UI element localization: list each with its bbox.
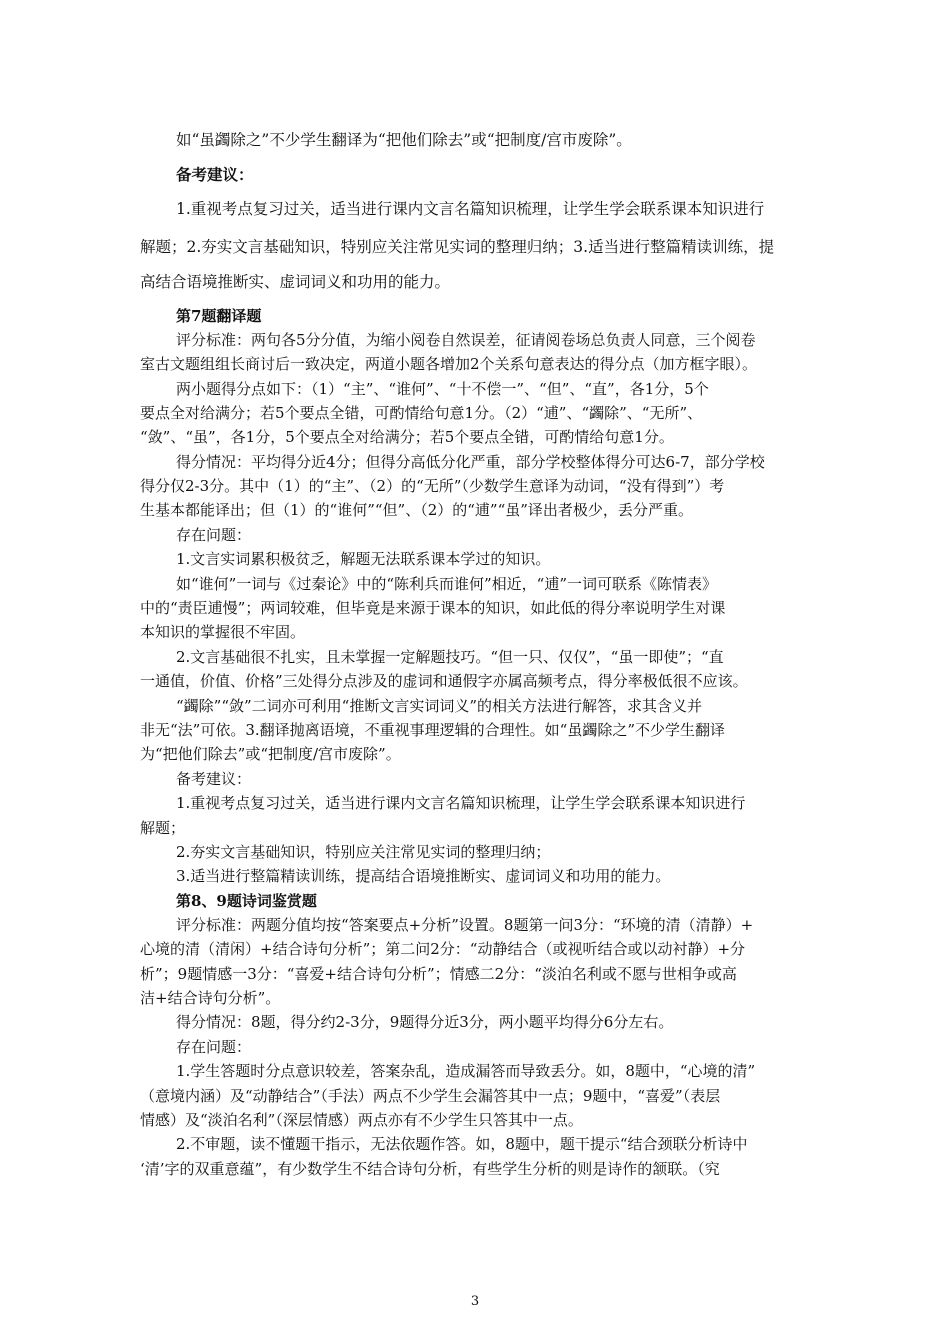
paragraph-line: 要点全对给满分；若5个要点全错，可酌情给句意1分。（2）“逋”、“蠲除”、“无所”、 <box>140 404 703 422</box>
paragraph-line: 评分标准：两题分值均按“答案要点+分析”设置。8题第一问3分：“环境的清（清静）+ <box>176 916 754 934</box>
intro-example: 如“虽蠲除之”不少学生翻译为“把他们除去”或“把制度/宫市废除”。 <box>176 131 632 149</box>
paragraph-line: 室古文题组组长商讨后一致决定，两道小题各增加2个关系句意表达的得分点（加方框字眼）。 <box>140 355 758 373</box>
paragraph-line: 为“把他们除去”或“把制度/宫市废除”。 <box>140 745 401 763</box>
paragraph-line: ‘清’字的双重意蕴”，有少数学生不结合诗句分析，有些学生分析的则是诗作的颔联。（究 <box>140 1160 720 1178</box>
paragraph-line: （意境内涵）及“动静结合”（手法）两点不少学生会漏答其中一点；9题中，“喜爱”（表层 <box>140 1087 721 1105</box>
page-number: 3 <box>470 1294 480 1309</box>
paragraph-line: 得分情况：8题，得分约2-3分，9题得分近3分，两小题平均得分6分左右。 <box>176 1013 674 1031</box>
advice-line: 解题；2.夯实文言基础知识，特别应关注常见实词的整理归纳；3.适当进行整篇精读训练，提 <box>140 238 775 256</box>
paragraph-line: 情感）及“淡泊名利”（深层情感）两点亦有不少学生只答其中一点。 <box>140 1111 583 1129</box>
paragraph-line: 本知识的掌握很不牢固。 <box>140 623 306 641</box>
advice-line: 高结合语境推断实、虚词词义和功用的能力。 <box>140 273 451 291</box>
paragraph-line: 一通值，价值、价格”三处得分点涉及的虚词和通假字亦属高频考点，得分率极低很不应该。 <box>140 672 748 690</box>
paragraph-line: 心境的清（清闲）+结合诗句分析”；第二问2分：“动静结合（或视听结合或以动衬静）+分 <box>140 940 746 958</box>
paragraph-line: 1.重视考点复习过关，适当进行课内文言名篇知识梳理，让学生学会联系课本知识进行 <box>176 794 746 812</box>
paragraph-line: 得分情况：平均得分近4分；但得分高低分化严重，部分学校整体得分可达6-7，部分学校 <box>176 453 765 471</box>
paragraph-line: “敛”、“虽”，各1分，5个要点全对给满分；若5个要点全错，可酌情给句意1分。 <box>140 428 674 446</box>
paragraph-line: 2.不审题，读不懂题干指示，无法依题作答。如，8题中，题干提示“结合颈联分析诗中 <box>176 1135 748 1153</box>
paragraph-line: 备考建议： <box>176 770 252 788</box>
paragraph-line: 3.适当进行整篇精读训练，提高结合语境推断实、虚词词义和功用的能力。 <box>176 867 671 885</box>
paragraph-line: 1.学生答题时分点意识较差，答案杂乱，造成漏答而导致丢分。如，8题中，“心境的清” <box>176 1062 756 1080</box>
paragraph-line: 2.文言基础很不扎实，且未掌握一定解题技巧。“但一只、仅仅”，“虽一即使”；“直 <box>176 648 724 666</box>
paragraph-line: 2.夯实文言基础知识，特别应关注常见实词的整理归纳； <box>176 843 551 861</box>
paragraph-line: 洁+结合诗句分析”。 <box>140 989 281 1007</box>
paragraph-line: “蠲除”“敛”二词亦可利用“推断文言实词词义”的相关方法进行解答，求其含义并 <box>176 697 703 715</box>
paragraph-line: 非无“法”可依。3.翻译抛离语境，不重视事理逻辑的合理性。如“虽蠲除之”不少学生翻译 <box>140 721 725 739</box>
paragraph-line: 如“谁何”一词与《过秦论》中的“陈利兵而谁何”相近，“逋”一词可联系《陈情表》 <box>176 575 718 593</box>
section-heading-q7: 第7题翻译题 <box>176 307 262 325</box>
paragraph-line: 评分标准：两句各5分分值，为缩小阅卷自然误差，征请阅卷场总负责人同意，三个阅卷 <box>176 331 756 349</box>
paragraph-line: 两小题得分点如下：（1）“主”、“谁何”、“十不偿一”、“但”、“直”，各1分，5个 <box>176 380 709 398</box>
paragraph-line: 析”；9题情感一3分：“喜爱+结合诗句分析”；情感二2分：“淡泊名利或不愿与世相争或高 <box>140 965 737 983</box>
paragraph-line: 解题； <box>140 819 186 837</box>
paragraph-line: 生基本都能译出；但（1）的“谁何”“但”、（2）的“逋”“虽”译出者极少，丢分严重。 <box>140 501 693 519</box>
paragraph-line: 存在问题： <box>176 526 252 544</box>
advice-heading: 备考建议： <box>176 165 254 184</box>
paragraph-line: 存在问题： <box>176 1038 252 1056</box>
section-heading-q8-9: 第8、9题诗词鉴赏题 <box>176 892 317 910</box>
paragraph-line: 中的“责臣逋慢”；两词较难，但毕竟是来源于课本的知识，如此低的得分率说明学生对课 <box>140 599 726 617</box>
paragraph-line: 得分仅2-3分。其中（1）的“主”、（2）的“无所”（少数学生意译为动词，“没有得到”）考 <box>140 477 725 495</box>
advice-line: 1.重视考点复习过关，适当进行课内文言名篇知识梳理，让学生学会联系课本知识进行 <box>176 200 765 218</box>
paragraph-line: 1.文言实词累积极贫乏，解题无法联系课本学过的知识。 <box>176 550 551 568</box>
